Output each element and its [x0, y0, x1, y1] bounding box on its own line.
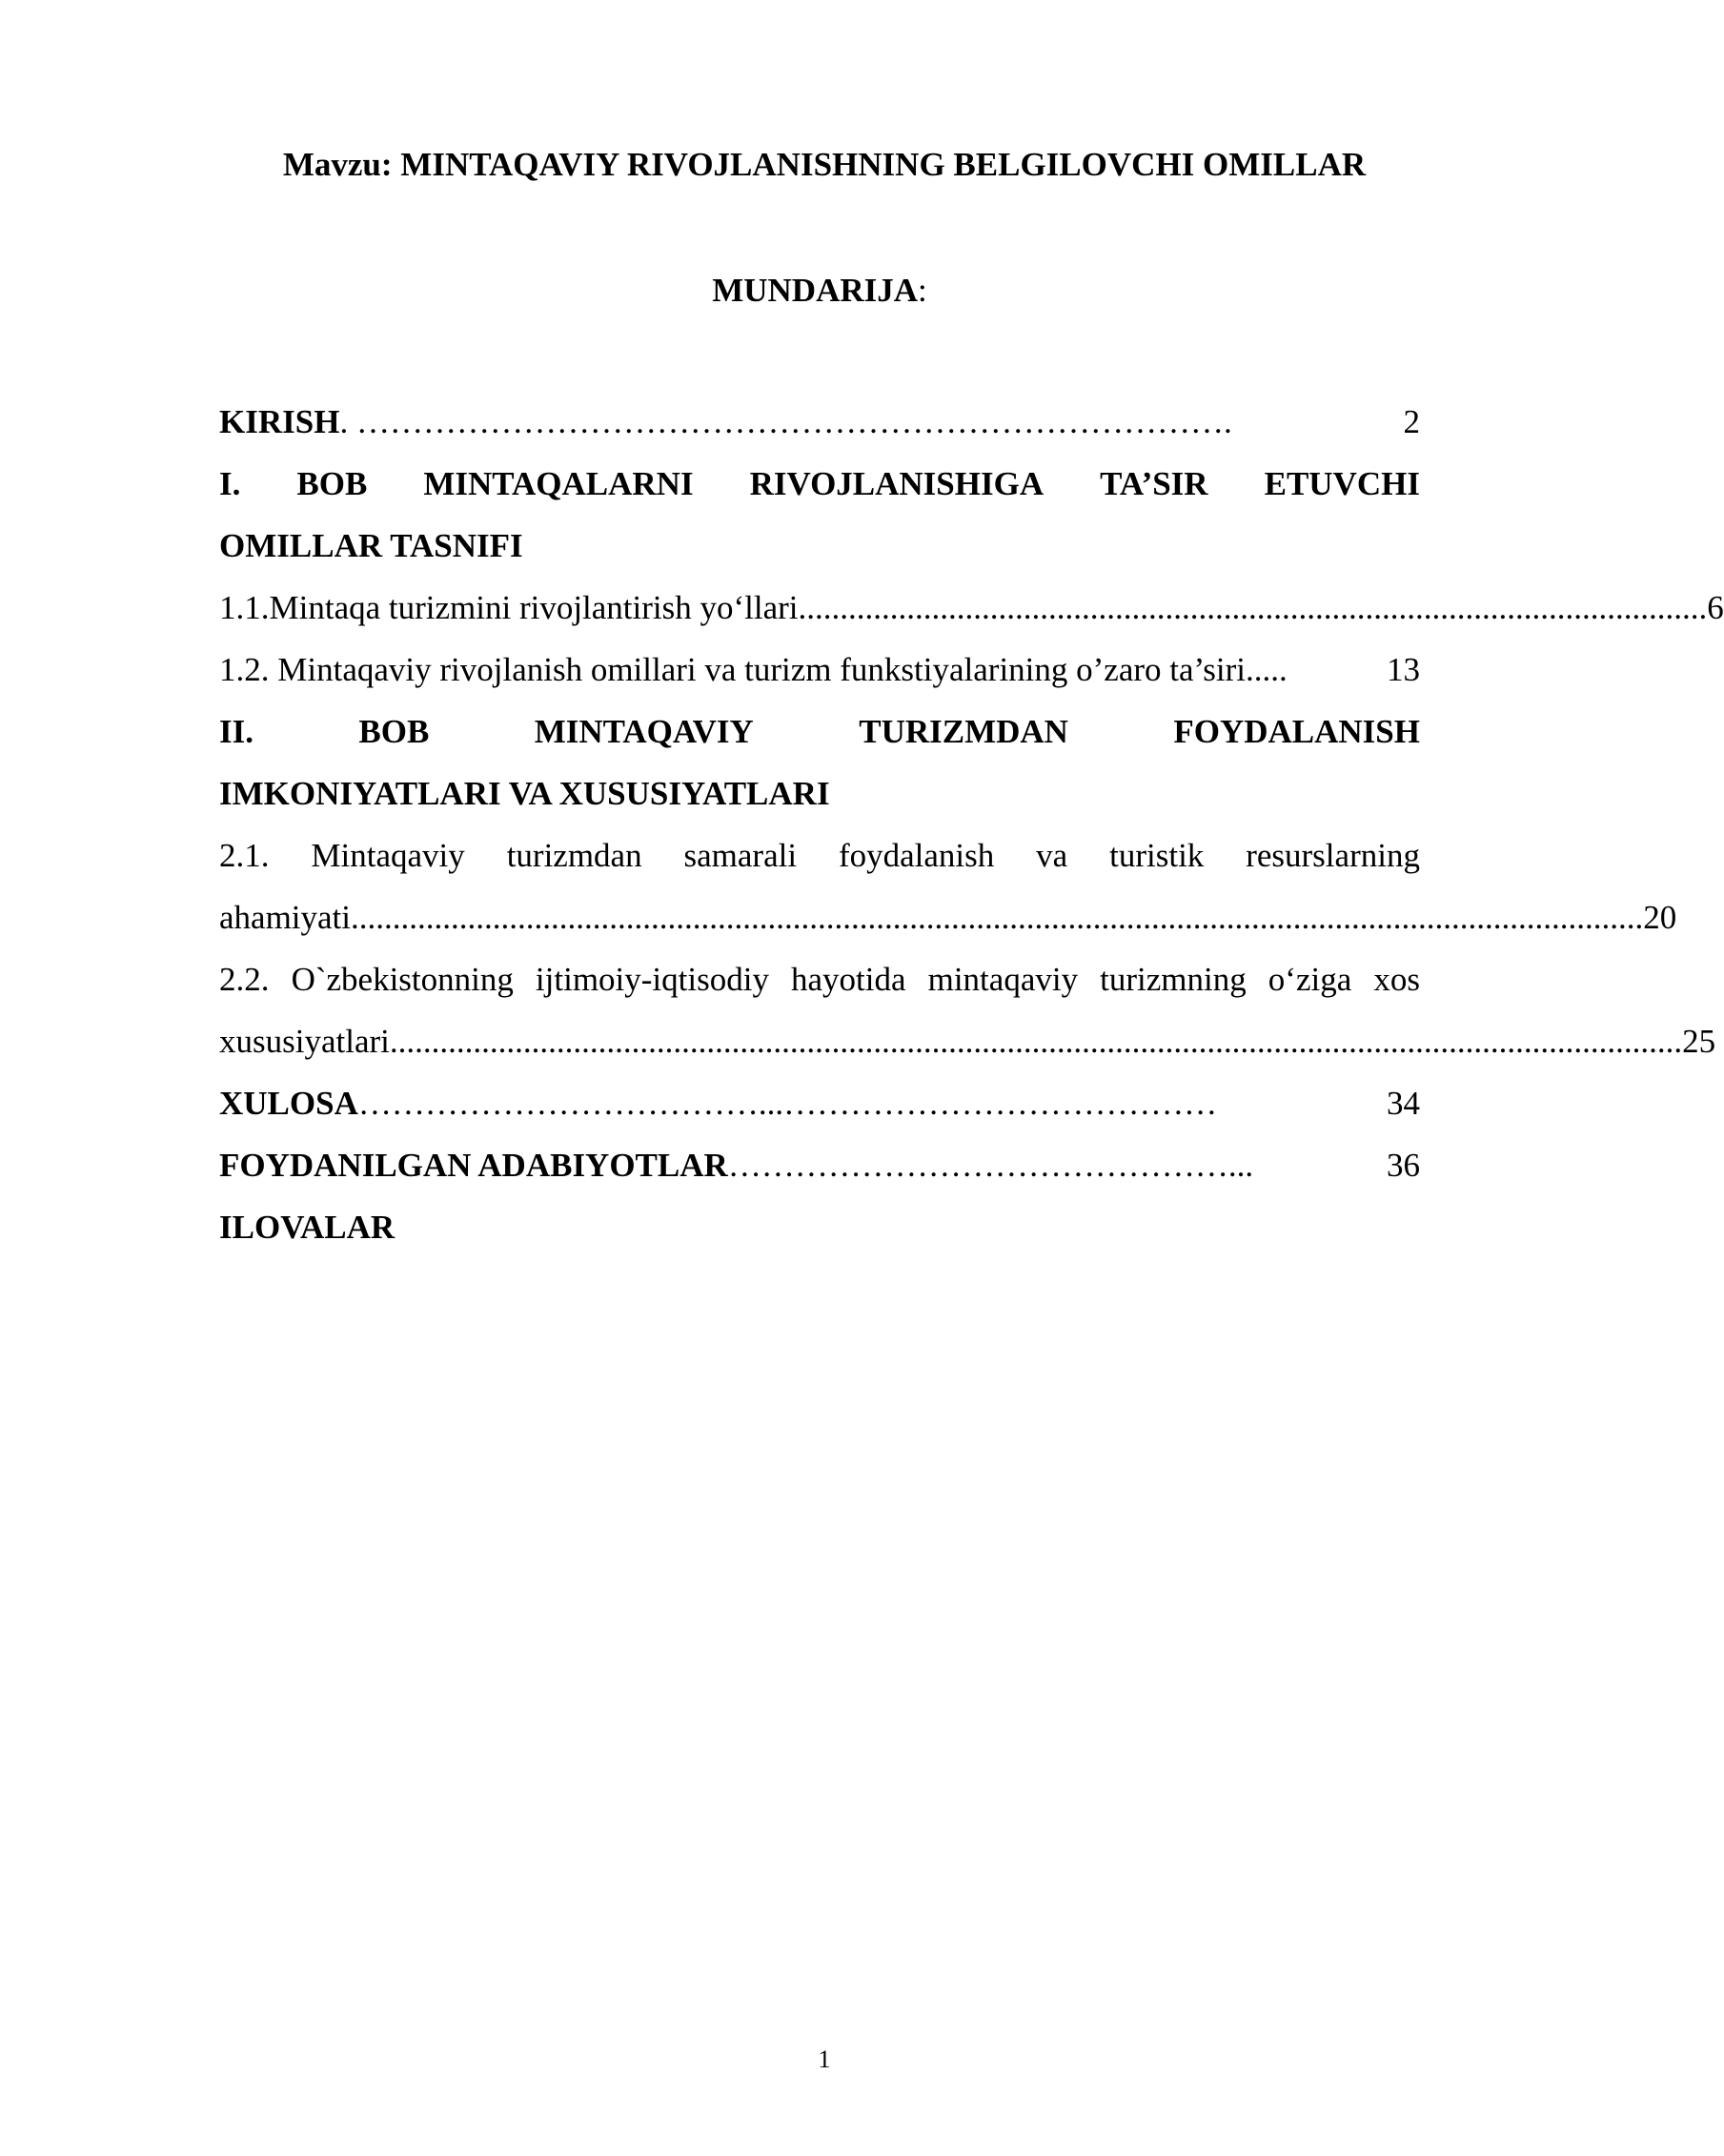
toc-word: turizmdan [506, 837, 642, 874]
toc-leader: ………………………………...………………………………… [357, 1085, 1218, 1122]
toc-label: XULOSA [219, 1085, 358, 1122]
toc-leader: ........................................................................................................................................................... [351, 899, 1644, 936]
toc-page-number: 13 [1387, 651, 1420, 688]
table-of-contents [219, 391, 1724, 1258]
contents-heading [219, 269, 1420, 313]
toc-entry-chapter-2-cont [219, 763, 1420, 824]
toc-word: hayotida [791, 961, 906, 998]
toc-label: IMKONIYATLARI VA XUSUSIYATLARI [219, 775, 830, 812]
toc-word: BOB [296, 465, 368, 502]
toc-word: RIVOJLANISHIGA [749, 465, 1045, 502]
toc-word: turistik [1109, 837, 1205, 874]
toc-word: 2.2. [219, 961, 270, 998]
title-main: MINTAQAVIY RIVOJLANISHNING BELGILOVCHI OMILLAR [400, 146, 1367, 183]
toc-word: turizmning [1100, 961, 1247, 998]
toc-entry-appendix[interactable] [219, 1196, 1420, 1258]
toc-page-number: 6 [1707, 589, 1724, 626]
toc-word: ijtimoiy-iqtisodiy [535, 961, 769, 998]
toc-label: FOYDANILGAN ADABIYOTLAR [219, 1147, 728, 1184]
toc-leader: ………………………………………... [727, 1147, 1254, 1184]
toc-leader: ............................................................................................................. [798, 589, 1708, 626]
toc-entry-chapter-1[interactable] [219, 453, 1420, 515]
contents-heading-text: MUNDARIJA [712, 272, 919, 309]
toc-label: ILOVALAR [219, 1209, 396, 1246]
toc-word: FOYDALANISH [1173, 713, 1420, 750]
toc-word: MINTAQALARNI [423, 465, 694, 502]
toc-leader: ........................................................................................................................................................... [389, 1023, 1683, 1060]
toc-word: II. [219, 713, 254, 750]
toc-page-number: 25 [1682, 1023, 1716, 1060]
page-number-footer [0, 2044, 1525, 2075]
toc-word: ETUVCHI [1264, 465, 1420, 502]
toc-page-number: 20 [1643, 899, 1677, 936]
toc-word: TA’SIR [1100, 465, 1208, 502]
toc-word: Mintaqaviy [311, 837, 465, 874]
toc-label: ahamiyati [219, 899, 352, 936]
toc-word: foydalanish [838, 837, 995, 874]
toc-entry-section-2-2[interactable] [219, 948, 1420, 1010]
footer-page-number: 1 [818, 2045, 831, 2073]
document-title [0, 143, 1525, 187]
toc-word: resurslarning [1246, 837, 1420, 874]
toc-leader: . ……………………………………………………………………. [339, 403, 1232, 440]
toc-word: MINTAQAVIY [534, 713, 754, 750]
toc-label: xususiyatlari [219, 1023, 390, 1060]
toc-entry-section-1-2[interactable] [219, 639, 1420, 701]
toc-word: o‘ziga [1268, 961, 1352, 998]
toc-label: 1.2. Mintaqaviy rivojlanish omillari va turizm funkstiyalarining o’zaro ta’siri [219, 651, 1246, 688]
toc-entry-references[interactable] [219, 1134, 1420, 1196]
toc-word: I. [219, 465, 241, 502]
toc-entry-intro[interactable] [219, 391, 1420, 453]
toc-word: O`zbekistonning [291, 961, 514, 998]
toc-word: xos [1373, 961, 1420, 998]
toc-entry-section-2-1[interactable] [219, 824, 1420, 886]
toc-page-number: 2 [1403, 403, 1420, 440]
contents-heading-colon: : [918, 272, 927, 309]
toc-entry-chapter-2[interactable] [219, 701, 1420, 763]
toc-label: OMILLAR TASNIFI [219, 527, 523, 564]
toc-entry-conclusion[interactable] [219, 1072, 1420, 1134]
toc-entry-section-2-2-cont [219, 1010, 1716, 1072]
toc-page-number: 36 [1387, 1147, 1420, 1184]
toc-entry-section-1-1[interactable] [219, 577, 1724, 639]
toc-word: mintaqaviy [927, 961, 1079, 998]
toc-page-number: 34 [1387, 1085, 1420, 1122]
toc-entry-chapter-1-cont [219, 515, 1420, 577]
toc-leader: ..... [1246, 651, 1288, 688]
title-prefix: Mavzu: [282, 146, 393, 183]
toc-word: TURIZMDAN [859, 713, 1068, 750]
toc-label: 1.1.Mintaqa turizmini rivojlantirish yo‘llari [219, 589, 799, 626]
toc-word: samarali [683, 837, 798, 874]
toc-word: BOB [358, 713, 430, 750]
toc-word: 2.1. [219, 837, 270, 874]
toc-label: KIRISH [219, 403, 340, 440]
toc-entry-section-2-1-cont [219, 886, 1677, 948]
toc-word: va [1036, 837, 1068, 874]
